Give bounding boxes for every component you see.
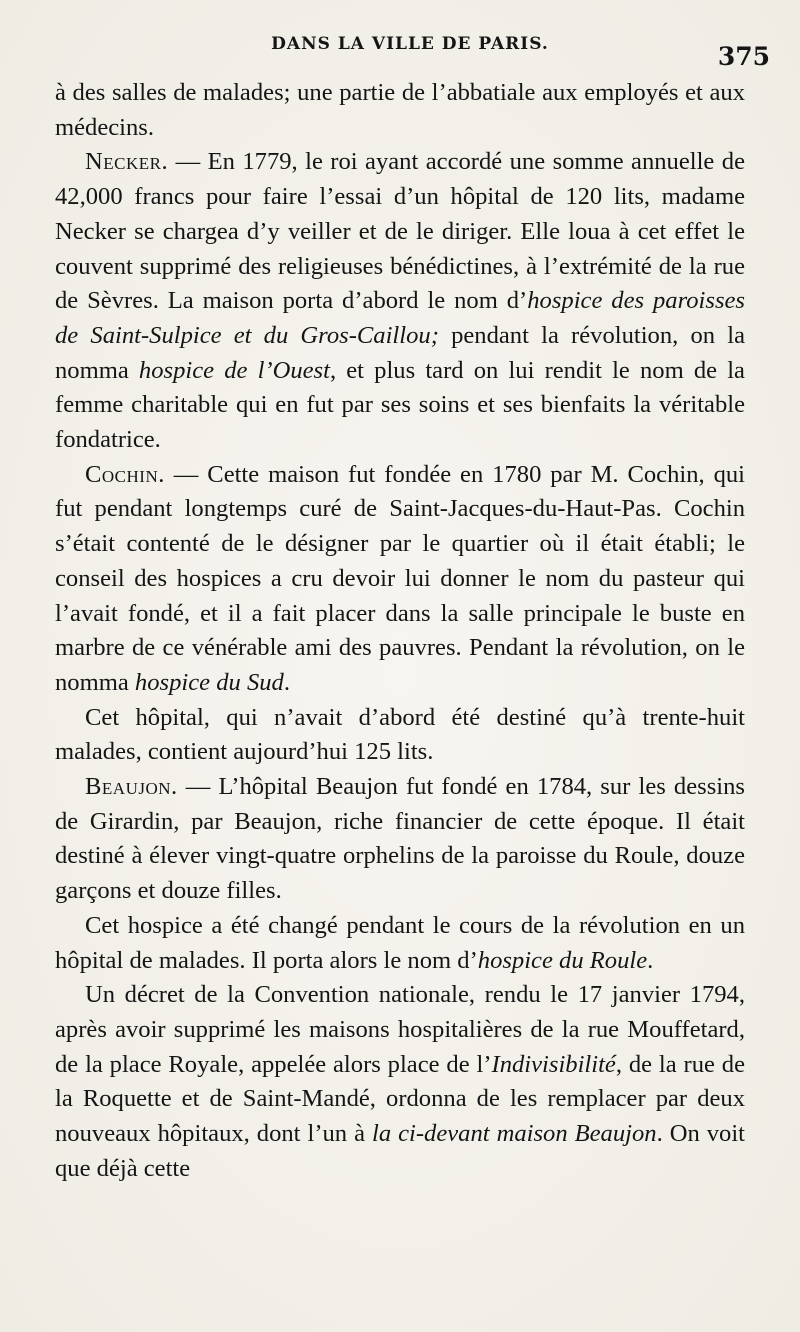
paragraph-cochin-beds xyxy=(55,701,745,770)
paragraph-necker xyxy=(55,145,745,457)
paragraph-text: . xyxy=(283,668,290,696)
italic-text: Indivisibilité xyxy=(491,1050,616,1078)
italic-text: hospice du Sud xyxy=(134,668,284,696)
section-head-beaujon: Beaujon. xyxy=(85,773,178,801)
paragraph-text: Cet hôpital, qui n’avait d’abord été destiné qu’à trente-huit malades, contient aujourd’hui 125 lits. xyxy=(55,703,745,766)
paragraph-text: . On voit que déjà cette xyxy=(55,1120,745,1182)
paragraph-cochin xyxy=(55,458,745,701)
section-head-cochin: Cochin. xyxy=(85,460,165,488)
paragraph-text: . xyxy=(647,946,654,974)
paragraph-text: Un décret de la Convention nationale, rendu le 17 janvier 1794, après avoir supprimé les maisons hospitalières de la rue Mouffetard, de la place Royale, appelée alors place de l’ xyxy=(55,981,745,1078)
paragraph-text: — Cette maison fut fondée en 1780 par M. Cochin, qui fut pendant longtemps curé de Saint-Jacques-du-Haut-Pas. Cochin s’était contenté de le désigner par le quartier où il était établi; le conseil des hospices a cru devoir lui donner le nom du pasteur qui l’avait fondé, et il a fait placer dans la salle principale le buste en marbre de ce vénérable ami des pauvres. Pendant la révolution, on le nomma xyxy=(55,460,745,696)
body-text xyxy=(55,76,745,1187)
paragraph-text: pendant la révolution, on la nomma xyxy=(55,321,745,384)
section-head-necker: Necker. xyxy=(85,148,169,176)
paragraph-text: Cet hospice a été changé pendant le cours de la révolution en un hôpital de malades. Il porta alors le nom d’ xyxy=(55,911,745,974)
page-number: 375 xyxy=(717,42,770,71)
italic-text: la ci-devant maison Beaujon xyxy=(371,1120,657,1148)
paragraph-beaujon-revolution xyxy=(55,909,745,978)
italic-text: hospice des paroisses de Saint-Sulpice et du Gros-Caillou; xyxy=(55,287,746,349)
running-title: DANS LA VILLE DE PARIS. xyxy=(271,34,549,54)
paragraph-beaujon xyxy=(55,770,745,909)
page-header xyxy=(50,34,770,74)
paragraph-decree xyxy=(55,978,745,1186)
italic-text: hospice du Roule xyxy=(477,946,648,974)
paragraph-text: — L’hôpital Beaujon fut fondé en 1784, sur les dessins de Girardin, par Beaujon, riche financier de cette époque. Il était destiné à élever vingt-quatre orphelins de la paroisse du Roule, douze garçons et douze filles. xyxy=(55,773,745,905)
paragraph-text: — En 1779, le roi ayant accordé une somme annuelle de 42,000 francs pour faire l’essai d’un hôpital de 120 lits, madame Necker se chargea d’y veiller et de le diriger. Elle loua à cet effet le couvent supprimé des religieuses bénédictines, à l’extrémité de la rue de Sèvres. La maison porta d’abord le nom d’ xyxy=(55,148,745,315)
paragraph-text: à des salles de malades; une partie de l’abbatiale aux employés et aux médecins. xyxy=(55,79,745,141)
paragraph-continuation xyxy=(55,76,745,145)
italic-text: hospice de l’Ouest xyxy=(138,356,330,384)
paragraph-text: , de la rue de la Roquette et de Saint-Mandé, ordonna de les remplacer par deux nouveaux hôpitaux, dont l’un à xyxy=(55,1050,745,1148)
paragraph-text: , et plus tard on lui rendit le nom de la femme charitable qui en fut par ses soins et ses bienfaits la véritable fondatrice. xyxy=(55,356,745,454)
